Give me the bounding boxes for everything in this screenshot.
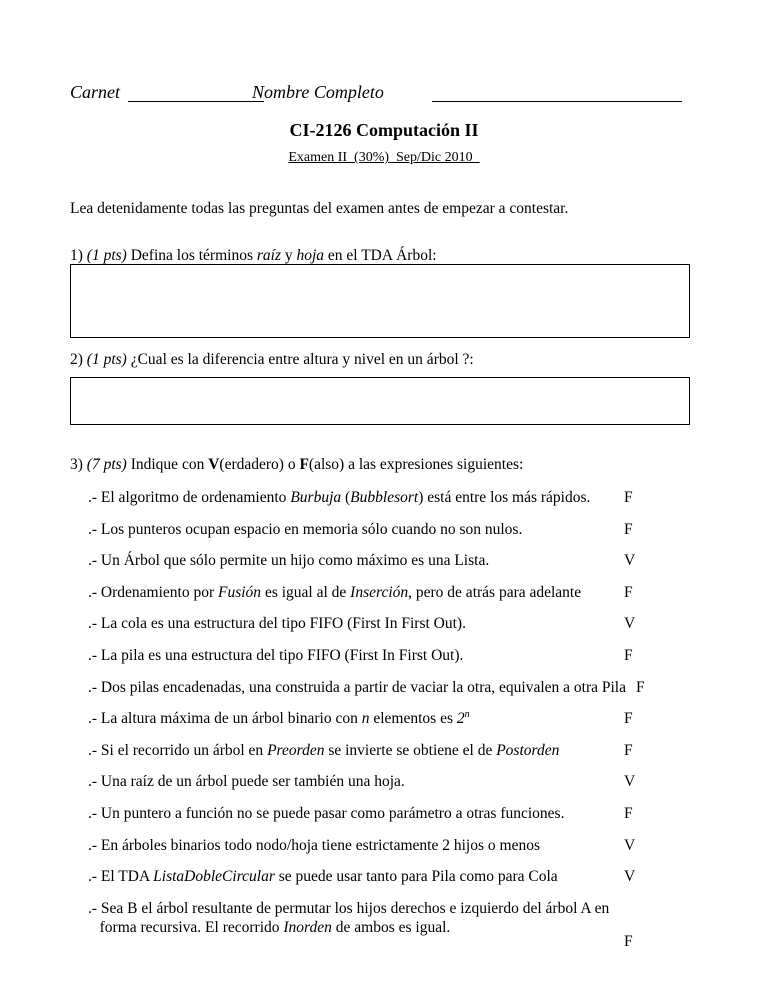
- statement-row: [88, 899, 648, 950]
- text-segment: Defina los términos: [126, 247, 257, 264]
- text-segment: Burbuja: [290, 489, 342, 506]
- text-segment: .- Una raíz de un árbol puede ser también una hoja.: [88, 773, 405, 791]
- statement-item: [88, 804, 564, 823]
- answer-box-1[interactable]: [70, 264, 690, 338]
- statement-answer: V: [624, 836, 636, 854]
- text-segment: .- Un Árbol que sólo permite un hijo como máximo es una Lista.: [88, 552, 490, 570]
- statement-row: [88, 867, 648, 886]
- statement-item: [88, 488, 590, 507]
- statement-row: [88, 614, 648, 633]
- statement-answer: F: [624, 489, 633, 506]
- statement-row: [88, 741, 648, 760]
- text-segment: 2: [456, 710, 465, 728]
- statement-item: [88, 741, 559, 760]
- text-segment: .- Dos pilas encadenadas, una construida a partir de vaciar la otra, equivalen a otra Pila: [88, 678, 626, 696]
- text-segment: , pero de atrás para adelante: [408, 583, 582, 601]
- statement-row: [88, 551, 648, 570]
- statement-item: [88, 772, 405, 791]
- exam-subtitle: Examen II (30%) Sep/Dic 2010: [288, 150, 480, 165]
- statement-answer: F: [624, 741, 633, 759]
- text-segment: Indique con: [126, 456, 209, 473]
- statement-row: [88, 520, 648, 539]
- question-number: 3): [70, 456, 83, 473]
- instructions: Lea detenidamente todas las preguntas del examen antes de empezar a contestar.: [70, 200, 569, 217]
- statement-answer: V: [624, 773, 636, 791]
- question-text: ¿Cual es la diferencia entre altura y nivel en un árbol ?:: [126, 351, 474, 368]
- text-segment: de ambos es igual.: [331, 918, 451, 936]
- statement-item: [88, 867, 558, 886]
- statement-row: [88, 709, 648, 728]
- statement-item: [88, 646, 463, 665]
- statement-answer: V: [624, 868, 636, 886]
- statement-answer: V: [624, 552, 636, 570]
- text-segment: .- Los punteros ocupan espacio en memoria sólo cuando no son nulos.: [88, 520, 523, 538]
- statement-answer: F: [624, 520, 633, 538]
- statement-answer: F: [624, 932, 633, 950]
- text-segment: Inserción: [350, 583, 409, 601]
- question-1: [70, 247, 437, 265]
- text-segment: Bubblesort: [350, 489, 419, 506]
- statement-row: [88, 678, 648, 697]
- text-segment: en el TDA Árbol:: [324, 247, 437, 264]
- statement-item: [88, 899, 609, 937]
- text-segment: .- El algoritmo de ordenamiento: [88, 489, 291, 506]
- text-segment: se invierte se obtiene el de: [324, 741, 497, 759]
- text-segment: .- La altura máxima de un árbol binario con: [88, 710, 362, 728]
- text-segment: V: [208, 456, 220, 473]
- statement-item: [88, 583, 581, 602]
- text-segment: Inorden: [283, 918, 332, 936]
- text-segment: .- Sea B el árbol resultante de permutar los hijos derechos e izquierdo del árbol A en: [88, 899, 610, 917]
- text-segment: hoja: [296, 247, 325, 264]
- text-segment: .- El TDA: [88, 868, 154, 886]
- statement-answer: F: [624, 647, 633, 664]
- statement-answer: F: [624, 805, 633, 822]
- carnet-label: Carnet: [70, 82, 121, 102]
- text-segment: .- Un puntero a función no se puede pasar como parámetro a otras funciones.: [88, 805, 565, 822]
- statement-row: [88, 488, 648, 507]
- carnet-field[interactable]: [128, 87, 264, 102]
- question-points: (7 pts): [86, 456, 127, 473]
- text-segment: forma recursiva. El recorrido: [88, 918, 284, 936]
- text-segment: se puede usar tanto para Pila como para Cola: [274, 868, 558, 886]
- statement-row: [88, 583, 648, 602]
- statement-row: [88, 836, 648, 855]
- statement-item: [88, 520, 522, 539]
- text-segment: .- La pila es una estructura del tipo FIFO (First In First Out).: [88, 647, 464, 664]
- exam-title: CI-2126 Computación II: [289, 120, 479, 140]
- statement-answer: V: [624, 615, 636, 633]
- text-segment: (: [341, 489, 351, 506]
- text-segment: Postorden: [496, 741, 560, 759]
- nombre-field[interactable]: [432, 87, 682, 102]
- statement-item: [88, 678, 626, 697]
- statement-item: [88, 614, 466, 633]
- statement-item: [88, 836, 540, 855]
- text-segment: Fusión: [218, 583, 262, 601]
- question-number: 2): [70, 351, 83, 368]
- text-segment: (also) a las expresiones siguientes:: [308, 456, 524, 473]
- statement-row: [88, 772, 648, 791]
- text-segment: ) está entre los más rápidos.: [418, 489, 591, 506]
- text-segment: (erdadero) o: [219, 456, 300, 473]
- text-segment: y: [280, 247, 297, 264]
- text-segment: F: [299, 456, 309, 473]
- question-number: 1): [70, 247, 83, 264]
- text-segment: raíz: [256, 247, 281, 264]
- text-segment: Preorden: [267, 741, 325, 759]
- text-segment: .- En árboles binarios todo nodo/hoja tiene estrictamente 2 hijos o menos: [88, 836, 540, 854]
- question-points: (1 pts): [86, 351, 127, 368]
- text-segment: es igual al de: [261, 583, 351, 601]
- question-2: [70, 351, 474, 369]
- statement-item: [88, 709, 470, 728]
- statement-row: [88, 646, 648, 665]
- statement-answer: F: [624, 710, 633, 728]
- question-3: [70, 456, 523, 474]
- text-segment: ListaDobleCircular: [153, 868, 275, 886]
- text-segment: n: [464, 709, 470, 721]
- text-segment: n: [361, 710, 370, 728]
- statement-row: [88, 804, 648, 823]
- statement-item: [88, 551, 489, 570]
- statement-answer: F: [635, 678, 645, 696]
- question-points: (1 pts): [86, 247, 127, 264]
- answer-box-2[interactable]: [70, 377, 690, 425]
- text-segment: .- Si el recorrido un árbol en: [88, 741, 268, 759]
- statement-answer: F: [624, 583, 633, 601]
- text-segment: elementos es: [369, 710, 457, 728]
- nombre-label: Nombre Completo: [252, 82, 384, 102]
- text-segment: .- Ordenamiento por: [88, 583, 218, 601]
- text-segment: .- La cola es una estructura del tipo FIFO (First In First Out).: [88, 615, 466, 633]
